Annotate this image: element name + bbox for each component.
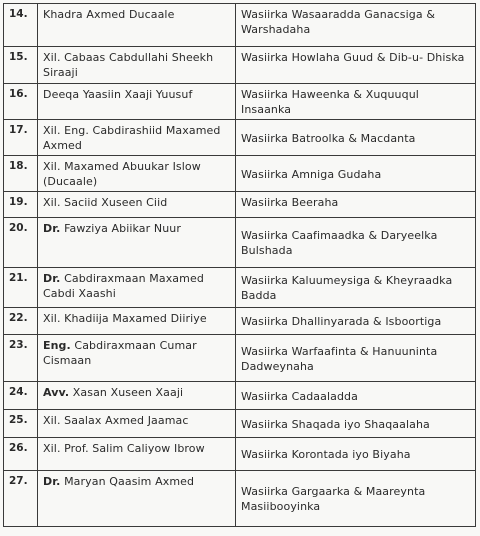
row-number: 24. [4,382,38,410]
ministry-title: Wasiirka Beeraha [236,192,476,218]
minister-name [38,4,236,47]
table-row [4,308,476,335]
table-row [4,382,476,410]
minister-name [38,308,236,335]
name-text: Xasan Xuseen Xaaji [72,386,184,399]
table-row [4,218,476,268]
ministry-title: Wasiirka Shaqada iyo Shaqaalaha [236,410,476,438]
ministry-title: Wasiirka Haweenka & Xuquuqul Insaanka [236,84,476,120]
row-number: 16. [4,84,38,120]
ministry-title: Wasiirka Gargaarka & Maareynta Masiibooyinka [236,471,476,527]
minister-name [38,335,236,382]
minister-name [38,410,236,438]
ministry-title: Wasiirka Amniga Gudaha [236,156,476,192]
minister-name [38,47,236,84]
name-prefix: Dr. [43,222,61,235]
name-text: Xil. Maxamed Abuukar Islow (Ducaale) [43,160,201,188]
name-text: Khadra Axmed Ducaale [43,8,175,21]
name-prefix: Eng. [43,339,71,352]
name-text: Fawziya Abiikar Nuur [64,222,181,235]
row-number: 25. [4,410,38,438]
row-number: 14. [4,4,38,47]
minister-name [38,84,236,120]
ministry-title: Wasiirka Caafimaadka & Daryeelka Bulshada [236,218,476,268]
row-number: 18. [4,156,38,192]
minister-name [38,382,236,410]
ministry-title: Wasiirka Warfaafinta & Hanuuninta Dadweynaha [236,335,476,382]
ministry-title: Wasiirka Batroolka & Macdanta [236,120,476,156]
row-number: 15. [4,47,38,84]
table-row [4,84,476,120]
ministry-title: Wasiirka Wasaaradda Ganacsiga & Warshadaha [236,4,476,47]
name-text: Cabdiraxmaan Cumar Cismaan [43,339,197,367]
name-text: Xil. Cabaas Cabdullahi Sheekh Siraaji [43,51,214,79]
ministry-title: Wasiirka Dhallinyarada & Isboortiga [236,308,476,335]
name-prefix: Dr. [43,475,61,488]
name-text: Maryan Qaasim Axmed [64,475,195,488]
name-text: Cabdiraxmaan Maxamed Cabdi Xaashi [43,272,204,300]
table-row [4,120,476,156]
row-number: 23. [4,335,38,382]
table-row [4,438,476,471]
minister-name [38,192,236,218]
minister-name [38,120,236,156]
row-number: 22. [4,308,38,335]
name-text: Deeqa Yaasiin Xaaji Yuusuf [43,88,193,101]
name-prefix: Avv. [43,386,70,399]
minister-name [38,438,236,471]
minister-name [38,156,236,192]
ministry-title: Wasiirka Cadaaladda [236,382,476,410]
row-number: 17. [4,120,38,156]
row-number: 21. [4,268,38,308]
table-row [4,4,476,47]
table-row [4,47,476,84]
name-text: Xil. Prof. Salim Caliyow Ibrow [43,442,205,455]
name-text: Xil. Saalax Axmed Jaamac [43,414,189,427]
ministry-title: Wasiirka Howlaha Guud & Dib-u- Dhiska [236,47,476,84]
minister-name [38,218,236,268]
ministers-table [3,3,476,527]
row-number: 27. [4,471,38,527]
ministry-title: Wasiirka Kaluumeysiga & Kheyraadka Badda [236,268,476,308]
table-row [4,335,476,382]
table-row [4,192,476,218]
table-row [4,268,476,308]
name-text: Xil. Eng. Cabdirashiid Maxamed Axmed [43,124,221,152]
row-number: 26. [4,438,38,471]
row-number: 19. [4,192,38,218]
name-text: Xil. Khadiija Maxamed Diiriye [43,312,207,325]
row-number: 20. [4,218,38,268]
table-row [4,471,476,527]
name-text: Xil. Saciid Xuseen Ciid [43,196,168,209]
table-row [4,156,476,192]
name-prefix: Dr. [43,272,61,285]
minister-name [38,268,236,308]
minister-name [38,471,236,527]
ministry-title: Wasiirka Korontada iyo Biyaha [236,438,476,471]
table-row [4,410,476,438]
